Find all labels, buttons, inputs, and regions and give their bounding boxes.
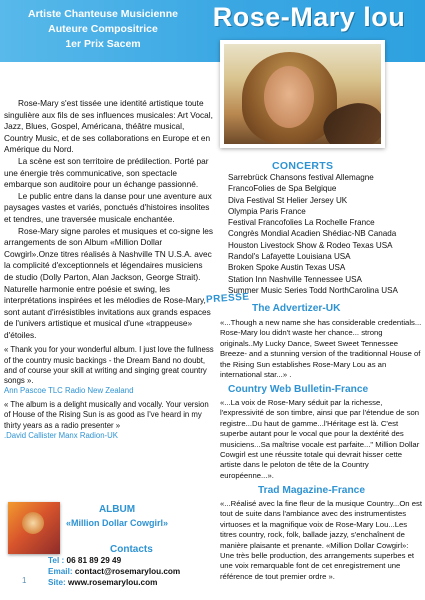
article-title: Country Web Bulletin-France: [228, 384, 369, 395]
email-label: Email:: [48, 567, 73, 576]
tagline-line: 1er Prix Sacem: [65, 38, 141, 50]
concert-item: Congrès Mondial Acadien Shédiac-NB Canada: [228, 229, 397, 239]
quote-credit: Ann Pascoe TLC Radio New Zealand: [4, 386, 134, 396]
quote-credit: .David Callister Manx Radion-UK: [4, 430, 118, 440]
concert-item: Station Inn Nashville Tennessee USA: [228, 274, 362, 284]
article-title: The Advertizer-UK: [252, 303, 341, 314]
concert-item: Summer Music Series Todd NorthCarolina USA: [228, 285, 398, 295]
concert-item: Sarrebrück Chansons festival Allemagne: [228, 173, 374, 182]
concert-item: FrancoFolies de Spa Belgique: [228, 184, 337, 194]
left-column: [4, 98, 214, 441]
concert-item: Diva Festival St Helier Jersey UK: [228, 195, 348, 205]
article-body: «...Réalisé avec la fine fleur de la musique Country...On est tout de suite dans l'ambiance avec des instrumentistes virtuoses et la magnifique voix de Rose-Mary Lou...Les titres country, rock, folk, ballade jazzy, s'enchaînent de manière plaisante et prenante. «Million Dollar Cowgirl»: Une très belle production, des arrangements superbes et une voix remarquable font de cet enregistrement une référence de tout premier ordre ».: [220, 499, 422, 581]
concerts-list: [228, 172, 424, 296]
artist-name-title: Rose-Mary lou: [212, 2, 406, 32]
bio-paragraph: Le public entre dans la danse pour une aventure aux paysages vastes et variés, ponctués d'histoires insolites et tendres, une traversée musicale enchantée.: [4, 190, 212, 224]
album-label: ALBUM: [98, 504, 136, 515]
site-label: Site:: [48, 578, 66, 587]
album-cover-portrait: [22, 512, 44, 534]
website-link[interactable]: www.rosemarylou.com: [68, 578, 158, 587]
press-quote: « The album is a delight musically and vocally. Your version of House of the Rising Sun is as good as I've heard in my thirty years as a radio presenter »: [4, 400, 209, 430]
article-body: «...Though a new name she has considerable credentials... Rose-Mary lou didn't waste her chance... strong originals..My Lucky Dance, Sweet Sweet Tennessee Breeze- and a stunning version of the traditionnal House of the Rising Sun establishes Rose-Mary Lou as an international star...» .: [220, 318, 422, 380]
concerts-heading: CONCERTS: [272, 160, 334, 172]
bio-paragraph: Naturelle harmonie entre poésie et swing, les interprétations inspirées et les mélodies de Rose-Mary, sont autant d'irrésistibles invitations aux grands espaces de l'univers artistique et musical d'une «trappeuse» d'étoiles.: [4, 283, 211, 340]
phone-number[interactable]: 06 81 89 29 49: [66, 556, 122, 565]
contact-site: [48, 578, 157, 587]
page-number: 1: [22, 576, 27, 585]
artist-tagline: [8, 7, 198, 52]
concert-item: Randol's Lafayette Louisiana USA: [228, 252, 351, 262]
contact-email: [48, 567, 180, 576]
article-body: «...La voix de Rose-Mary séduit par la richesse, l'expressivité de son timbre, ainsi que par l'étendue de son registre...Du haut de gamme...l'Héritage est là. C'est superbe autant pour le vocal que pour la dextérité des musiciens...Sa maîtrise vocale est parfaite..." Million Dollar Cowgirl est une réussite totale qui devrait hisser cette artiste dans le peloton de tête de la Country européenne...».: [220, 398, 420, 480]
concert-item: Festival Francofolies La Rochelle France: [228, 218, 375, 228]
press-quote: « Thank you for your wonderful album. I just love the fullness of the country music backings - the Dream Band no doubt, and of course your skill at writing and singing great country songs ».: [4, 345, 214, 386]
photo-face: [264, 66, 314, 128]
artist-photo: [220, 40, 385, 148]
album-title: «Million Dollar Cowgirl»: [65, 518, 168, 528]
contact-phone: [48, 556, 121, 565]
concert-item: Olympia Paris France: [228, 206, 306, 216]
phone-label: Tel :: [48, 556, 65, 565]
bio-paragraph: La scène est son territoire de prédilection. Porté par une énergie très communicative, son spectacle embarque son auditoire pour un échange passionné.: [4, 155, 209, 190]
presse-heading: PRESSE: [205, 291, 250, 306]
email-link[interactable]: contact@rosemarylou.com: [74, 567, 181, 576]
concert-item: Houston Livestock Show & Rodeo Texas USA: [228, 240, 393, 250]
concert-item: Broken Spoke Austin Texas USA: [228, 263, 346, 273]
contacts-heading: Contacts: [110, 544, 153, 555]
article-title: Trad Magazine-France: [258, 485, 365, 496]
album-cover-image: [8, 502, 60, 554]
bio-paragraph: Rose-Mary s'est tissée une identité artistique toute singulière aux fils de ses influences musicales: Art Vocal, Jazz, Blues, Gospel, Américana, théâtre musical, Country Music, et de ses collaborations en Europe et en Amérique du Nord.: [4, 98, 213, 155]
tagline-line: Auteure Compositrice: [48, 23, 158, 35]
tagline-line: Artiste Chanteuse Musicienne: [28, 8, 178, 20]
bio-paragraph: Rose-Mary signe paroles et musiques et co-signe les arrangements de son Album «Million Dollar Cowgirl».Onze titres réalisés à Nashville TN U.S.A. avec la complicité d'exceptionnels et légendaires musiciens de studio (Dolly Parton, Alan Jackson, George Strait).: [4, 225, 214, 282]
